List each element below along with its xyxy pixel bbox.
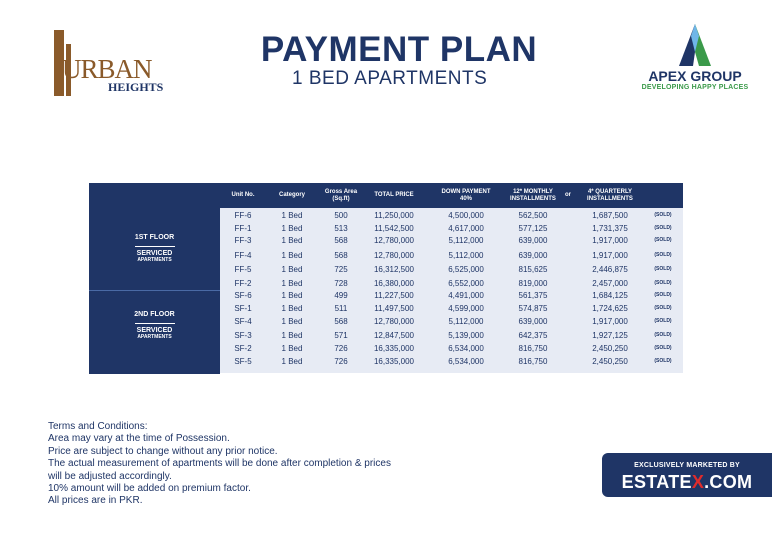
cell-monthly: 639,000 xyxy=(518,236,548,245)
cell-down: 6,552,000 xyxy=(448,279,484,288)
logo-wordmark: URBAN xyxy=(62,54,152,84)
divider xyxy=(135,246,175,247)
marketed-by-label: EXCLUSIVELY MARKETED BY xyxy=(634,462,740,469)
cell-down: 4,617,000 xyxy=(448,224,484,233)
cell-monthly: 815,625 xyxy=(518,265,548,274)
cell-monthly: 577,125 xyxy=(518,224,548,233)
cell-unit: SF-2 xyxy=(234,344,252,353)
cell-monthly: 639,000 xyxy=(518,317,548,326)
cell-quarterly: 2,446,875 xyxy=(592,265,628,274)
cell-quarterly: 1,724,625 xyxy=(592,304,628,313)
apex-name: APEX GROUP xyxy=(648,68,742,84)
cell-cat: 1 Bed xyxy=(281,291,303,300)
cell-price: 16,380,000 xyxy=(373,279,415,288)
cell-status: (SOLD) xyxy=(654,280,672,286)
cell-cat: 1 Bed xyxy=(281,304,303,313)
table-row xyxy=(220,329,683,342)
table-row xyxy=(220,209,683,222)
cell-monthly: 562,500 xyxy=(518,211,548,220)
cell-cat: 1 Bed xyxy=(281,251,303,260)
cell-quarterly: 1,917,000 xyxy=(592,317,628,326)
cell-price: 16,312,500 xyxy=(373,265,415,274)
cell-price: 12,847,500 xyxy=(373,331,415,340)
estatex-name-b: .COM xyxy=(704,472,753,492)
cell-quarterly: 2,457,000 xyxy=(592,279,628,288)
floor-type: SERVICED xyxy=(136,327,173,335)
cell-quarterly: 1,731,375 xyxy=(592,224,628,233)
cell-area: 499 xyxy=(334,291,348,300)
table-row xyxy=(220,249,683,262)
header-or: or xyxy=(565,192,571,199)
cell-status: (SOLD) xyxy=(654,225,672,231)
cell-area: 500 xyxy=(334,211,348,220)
terms-line: 10% amount will be added on premium factor. xyxy=(48,483,251,495)
cell-price: 12,780,000 xyxy=(373,317,415,326)
cell-unit: SF-6 xyxy=(234,291,252,300)
cell-cat: 1 Bed xyxy=(281,279,303,288)
cell-price: 11,250,000 xyxy=(374,211,414,220)
cell-unit: FF-2 xyxy=(234,279,252,288)
table-row xyxy=(220,302,683,315)
cell-cat: 1 Bed xyxy=(281,224,303,233)
cell-monthly: 816,750 xyxy=(518,344,548,353)
divider xyxy=(135,323,175,324)
cell-cat: 1 Bed xyxy=(281,317,303,326)
terms-line: The actual measurement of apartments will be done after completion & prices xyxy=(48,458,391,470)
cell-unit: FF-3 xyxy=(234,236,252,245)
terms-line: Area may vary at the time of Possession. xyxy=(48,433,230,445)
cell-unit: FF-5 xyxy=(234,265,252,274)
cell-quarterly: 1,917,000 xyxy=(592,236,628,245)
estatex-name xyxy=(602,472,772,493)
estatex-x: X xyxy=(691,472,705,492)
apex-triangle-icon xyxy=(677,24,713,66)
apex-group-logo xyxy=(632,24,758,104)
cell-down: 6,534,000 xyxy=(448,344,484,353)
header-down-payment: DOWN PAYMENT 40% xyxy=(441,188,491,202)
terms-line: All prices are in PKR. xyxy=(48,495,143,507)
terms-line: Terms and Conditions: xyxy=(48,421,148,432)
cell-quarterly: 2,450,250 xyxy=(592,344,628,353)
cell-monthly: 816,750 xyxy=(518,357,548,366)
cell-down: 4,500,000 xyxy=(448,211,484,220)
cell-unit: SF-1 xyxy=(234,304,252,313)
floor-group-2 xyxy=(89,290,220,374)
cell-area: 726 xyxy=(334,357,348,366)
cell-down: 6,525,000 xyxy=(448,265,484,274)
cell-unit: SF-4 xyxy=(234,317,252,326)
header-monthly: 12* MONTHLY INSTALLMENTS xyxy=(510,188,556,202)
cell-area: 726 xyxy=(334,344,348,353)
cell-monthly: 639,000 xyxy=(518,251,548,260)
estatex-name-a: ESTATE xyxy=(621,472,692,492)
cell-down: 5,112,000 xyxy=(448,236,484,245)
floor-group-1 xyxy=(89,208,220,290)
header-quarterly: 4* QUARTERLY INSTALLMENTS xyxy=(587,188,633,202)
cell-status: (SOLD) xyxy=(654,292,672,298)
cell-status: (SOLD) xyxy=(654,358,672,364)
table-header xyxy=(89,183,683,208)
cell-cat: 1 Bed xyxy=(281,331,303,340)
header-price: TOTAL PRICE xyxy=(374,192,414,199)
table-row xyxy=(220,342,683,355)
cell-area: 568 xyxy=(334,317,348,326)
cell-status: (SOLD) xyxy=(654,305,672,311)
cell-quarterly: 1,687,500 xyxy=(592,211,628,220)
table-row xyxy=(220,289,683,302)
cell-price: 11,542,500 xyxy=(374,224,414,233)
cell-quarterly: 1,927,125 xyxy=(592,331,628,340)
floor-type: SERVICED xyxy=(136,250,173,258)
cell-cat: 1 Bed xyxy=(281,344,303,353)
cell-monthly: 574,875 xyxy=(518,304,548,313)
cell-area: 568 xyxy=(334,236,348,245)
terms-line: Price are subject to change without any prior notice. xyxy=(48,445,278,457)
table-row xyxy=(220,355,683,368)
terms-line: will be adjusted accordingly. xyxy=(48,470,172,482)
cell-down: 4,599,000 xyxy=(448,304,484,313)
cell-status: (SOLD) xyxy=(654,318,672,324)
cell-status: (SOLD) xyxy=(654,345,672,351)
cell-price: 11,497,500 xyxy=(374,304,414,313)
header-unit: Unit No. xyxy=(231,192,255,199)
cell-price: 12,780,000 xyxy=(373,236,415,245)
cell-area: 511 xyxy=(334,304,348,313)
cell-area: 571 xyxy=(334,331,348,340)
page-subtitle: 1 BED APARTMENTS xyxy=(292,68,488,89)
cell-price: 16,335,000 xyxy=(373,357,415,366)
cell-down: 5,139,000 xyxy=(448,331,484,340)
table-row xyxy=(220,263,683,276)
cell-quarterly: 1,684,125 xyxy=(592,291,628,300)
cell-area: 513 xyxy=(334,224,348,233)
cell-status: (SOLD) xyxy=(654,212,672,218)
cell-unit: FF-4 xyxy=(234,251,252,260)
page-title: PAYMENT PLAN xyxy=(260,30,538,69)
payment-table xyxy=(89,183,683,373)
cell-unit: FF-1 xyxy=(234,224,252,233)
cell-price: 11,227,500 xyxy=(374,291,414,300)
cell-price: 16,335,000 xyxy=(373,344,415,353)
cell-price: 12,780,000 xyxy=(373,251,415,260)
cell-quarterly: 2,450,250 xyxy=(592,357,628,366)
cell-down: 5,112,000 xyxy=(448,317,484,326)
floor-label: 1ST FLOOR xyxy=(134,234,175,241)
table-row xyxy=(220,234,683,247)
cell-monthly: 642,375 xyxy=(518,331,548,340)
cell-status: (SOLD) xyxy=(654,332,672,338)
floor-label: 2ND FLOOR xyxy=(134,311,175,318)
cell-down: 6,534,000 xyxy=(448,357,484,366)
cell-unit: FF-6 xyxy=(234,211,252,220)
floor-type-sub: APARTMENTS xyxy=(137,257,172,264)
terms-and-conditions xyxy=(48,421,468,508)
cell-down: 4,491,000 xyxy=(448,291,484,300)
cell-quarterly: 1,917,000 xyxy=(592,251,628,260)
table-row xyxy=(220,315,683,328)
cell-unit: SF-3 xyxy=(234,331,252,340)
cell-cat: 1 Bed xyxy=(281,236,303,245)
cell-area: 728 xyxy=(334,279,348,288)
cell-area: 568 xyxy=(334,251,348,260)
cell-down: 5,112,000 xyxy=(448,251,484,260)
header-category: Category xyxy=(278,192,305,199)
cell-status: (SOLD) xyxy=(654,237,672,243)
cell-area: 725 xyxy=(334,265,348,274)
apex-tagline: DEVELOPING HAPPY PLACES xyxy=(641,84,749,91)
cell-monthly: 561,375 xyxy=(518,291,548,300)
floor-type-sub: APARTMENTS xyxy=(137,334,172,341)
cell-status: (SOLD) xyxy=(654,252,672,258)
header-area: Gross Area (Sq.ft) xyxy=(324,188,358,202)
cell-cat: 1 Bed xyxy=(281,265,303,274)
estatex-badge xyxy=(602,453,772,497)
cell-unit: SF-5 xyxy=(234,357,252,366)
cell-monthly: 819,000 xyxy=(518,279,548,288)
cell-cat: 1 Bed xyxy=(281,357,303,366)
cell-status: (SOLD) xyxy=(654,266,672,272)
logo-subtext: HEIGHTS xyxy=(108,80,164,94)
cell-cat: 1 Bed xyxy=(281,211,303,220)
